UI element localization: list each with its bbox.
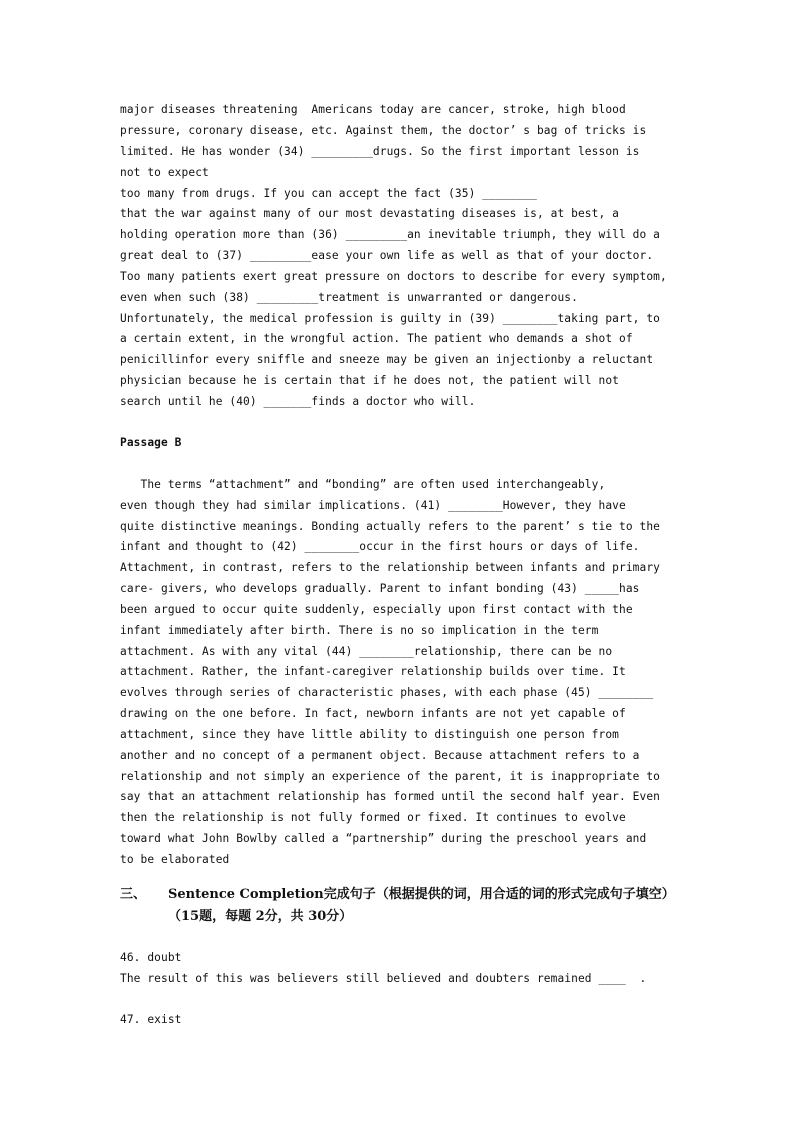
passage-b-line: care- givers, who develops gradually. Parent to infant bonding (43) _____has (120, 582, 640, 595)
passage-a-line: limited. He has wonder (34) _________drugs. So the first important lesson is (120, 145, 640, 158)
section-subtitle: （15题，每题 2分，共 30分） (168, 909, 353, 924)
passage-a-line: even when such (38) _________treatment is unwarranted or dangerous. (120, 291, 578, 304)
passage-b-line: say that an attachment relationship has formed until the second half year. Even (120, 790, 660, 803)
passage-b-line: infant and thought to (42) ________occur in the first hours or days of life. (120, 540, 640, 553)
section-title: Sentence Completion完成句子（根据提供的词，用合适的词的形式完成句子填空） (168, 887, 675, 902)
section-number: 三、 (120, 887, 147, 902)
passage-b-line: Attachment, in contrast, refers to the relationship between infants and primary (120, 561, 660, 574)
passage-b-line: quite distinctive meanings. Bonding actually refers to the parent’ s tie to the (120, 520, 660, 533)
passage-b-line: drawing on the one before. In fact, newborn infants are not yet capable of (120, 707, 626, 720)
passage-b-line: evolves through series of characteristic phases, with each phase (45) ________ (120, 686, 654, 699)
passage-b-title: Passage B (120, 436, 182, 449)
passage-b-line: another and no concept of a permanent object. Because attachment refers to a (120, 749, 640, 762)
passage-b-line: even though they had similar implications. (41) ________However, they have (120, 499, 626, 512)
passage-b-line: attachment, since they have little ability to distinguish one person from (120, 728, 619, 741)
question-label: 46. doubt (120, 951, 182, 964)
passage-a-line: major diseases threatening Americans today are cancer, stroke, high blood (120, 103, 626, 116)
passage-b-line: then the relationship is not fully formed or fixed. It continues to evolve (120, 811, 626, 824)
passage-a-line: penicillinfor every sniffle and sneeze may be given an injectionby a reluctant (120, 353, 654, 366)
passage-a-line: pressure, coronary disease, etc. Against them, the doctor’ s bag of tricks is (120, 124, 647, 137)
passage-a-line: not to expect (120, 166, 209, 179)
passage-b-line: infant immediately after birth. There is no so implication in the term (120, 624, 599, 637)
passage-a-line: great deal to (37) _________ease your own life as well as that of your doctor. (120, 249, 654, 262)
passage-b-line: attachment. Rather, the infant-caregiver relationship builds over time. It (120, 665, 626, 678)
passage-b-line: relationship and not simply an experience of the parent, it is inappropriate to (120, 770, 660, 783)
question-sentence: The result of this was believers still believed and doubters remained ____ . (120, 972, 647, 985)
question-label: 47. exist (120, 1013, 182, 1026)
passage-a-line: a certain extent, in the wrongful action. The patient who demands a shot of (120, 332, 633, 345)
passage-a-line: Too many patients exert great pressure on doctors to describe for every symptom, (120, 270, 667, 283)
passage-b-line: been argued to occur quite suddenly, especially upon first contact with the (120, 603, 633, 616)
passage-b-line: toward what John Bowlby called a “partnership” during the preschool years and (120, 832, 647, 845)
passage-b-line: attachment. As with any vital (44) ________relationship, there can be no (120, 645, 613, 658)
passage-a-line: holding operation more than (36) _________an inevitable triumph, they will do a (120, 228, 660, 241)
passage-b-line: The terms “attachment” and “bonding” are often used interchangeably, (120, 478, 606, 491)
passage-a-line: physician because he is certain that if he does not, the patient will not (120, 374, 619, 387)
passage-a-line: that the war against many of our most devastating diseases is, at best, a (120, 207, 619, 220)
passage-b-line: to be elaborated (120, 853, 230, 866)
passage-a-line: Unfortunately, the medical profession is guilty in (39) ________taking part, to (120, 312, 660, 325)
passage-a-line: search until he (40) _______finds a doctor who will. (120, 395, 476, 408)
passage-a-line: too many from drugs. If you can accept the fact (35) ________ (120, 187, 537, 200)
